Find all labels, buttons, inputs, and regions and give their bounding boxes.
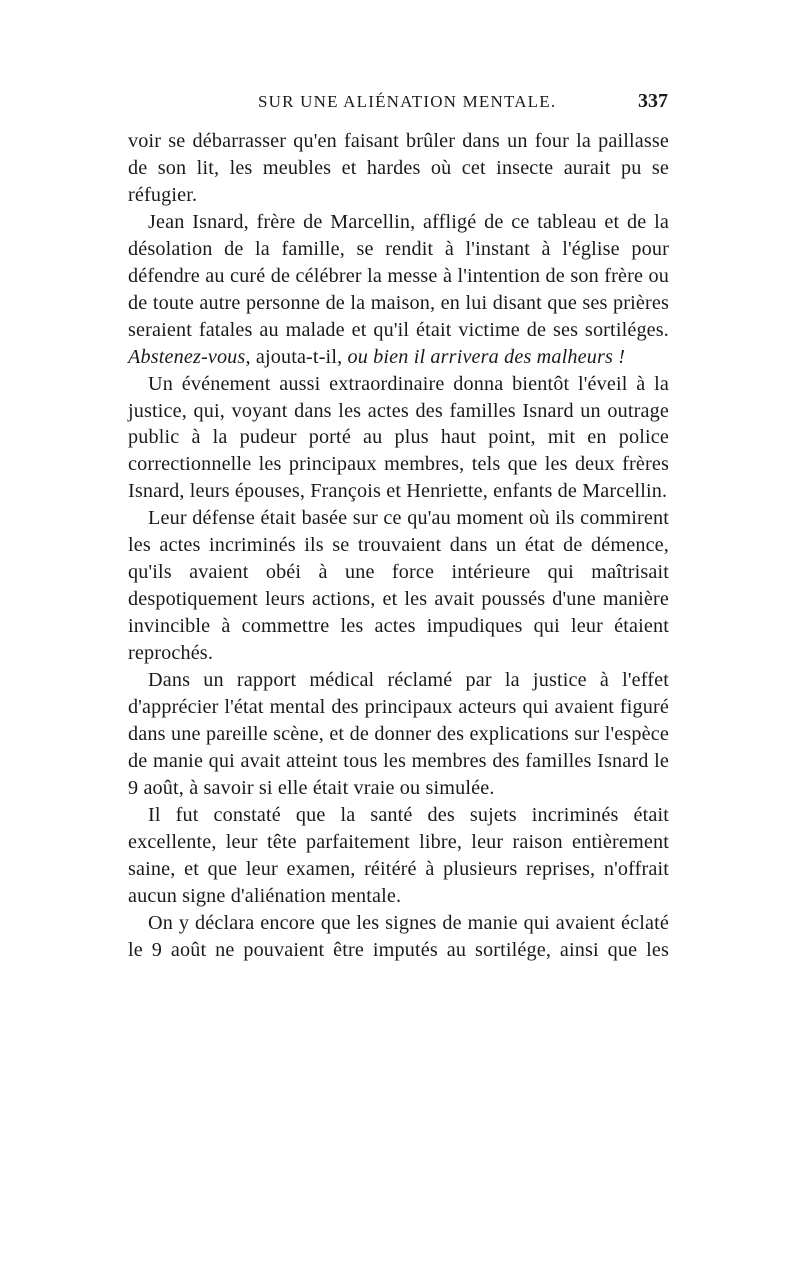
italic-quote: ou bien il arrivera des malheurs !	[347, 345, 626, 368]
body-text	[128, 128, 669, 964]
page-number: 337	[638, 90, 668, 112]
paragraph	[128, 209, 669, 371]
paragraph-text: , ajouta-t-il,	[245, 345, 348, 368]
paragraph: Il fut constaté que la santé des sujets incriminés était excellente, leur tête parfaitement libre, leur raison entièrement saine, et que leur examen, réitéré à plusieurs reprises, n'offrait aucun signe d'aliénation mentale.	[128, 803, 669, 907]
paragraph: Leur défense était basée sur ce qu'au moment où ils commirent les actes incriminés ils se trouvaient dans un état de démence, qu'ils avaient obéi à une force intérieure qui maîtrisait despotiquement leurs actions, et les avait poussés d'une manière invincible à commettre les actes impudiques qui leur étaient reprochés.	[128, 507, 669, 665]
italic-quote: Abstenez-vous	[128, 345, 246, 368]
running-title: SUR UNE ALIÉNATION MENTALE.	[258, 92, 557, 111]
paragraph-text: Jean Isnard, frère de Marcellin, affligé de ce tableau et de la désolation de la famille, se rendit à l'instant à l'église pour défendre au curé de célébrer la messe à l'intention de son frère ou de toute autre personne de la maison, en lui disant que ses prières seraient fatales au malade et qu'il était victime de ses sortiléges.	[128, 210, 669, 341]
running-header	[128, 92, 668, 118]
paragraph: Dans un rapport médical réclamé par la justice à l'effet d'apprécier l'état mental des principaux acteurs qui avaient figuré dans une pareille scène, et de donner des explications sur l'espèce de manie qui avait atteint tous les membres des familles Isnard le 9 août, à savoir si elle était vraie ou simulée.	[128, 669, 669, 799]
paragraph: voir se débarrasser qu'en faisant brûler dans un four la paillasse de son lit, les meubles et hardes où cet insecte aurait pu se réfugier.	[128, 130, 669, 206]
paragraph: On y déclara encore que les signes de manie qui avaient éclaté le 9 août ne pouvaient être imputés au sortilége, ainsi que les	[128, 911, 669, 961]
paragraph: Un événement aussi extraordinaire donna bientôt l'éveil à la justice, qui, voyant dans les actes des familles Isnard un outrage public à la pudeur porté au plus haut point, mit en police correctionnelle les principaux membres, tels que les deux frères Isnard, leurs épouses, François et Henriette, enfants de Marcellin.	[128, 372, 669, 503]
